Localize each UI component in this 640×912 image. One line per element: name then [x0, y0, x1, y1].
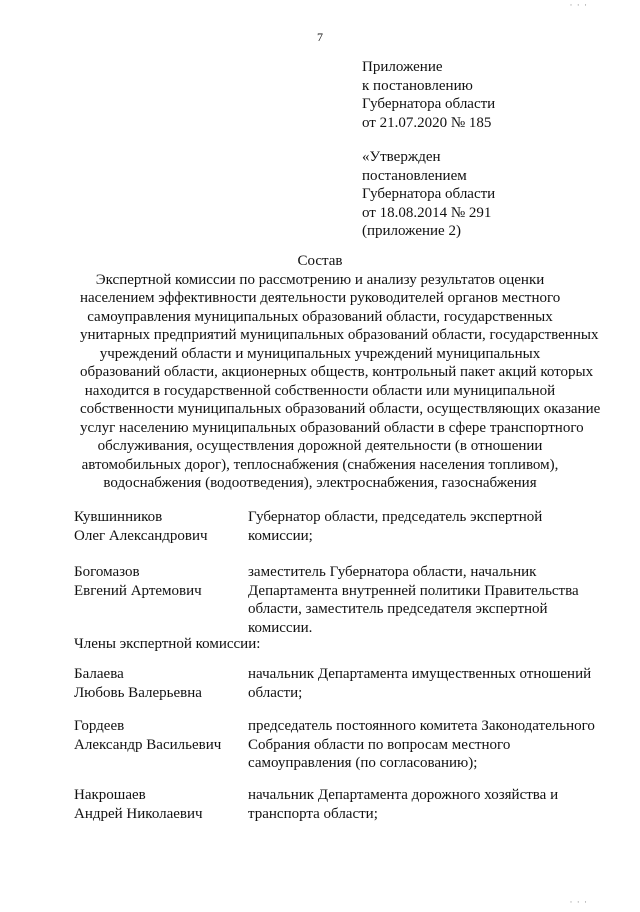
subtitle-line: автомобильных дорог), теплоснабжения (снабжения населения топливом), [81, 456, 559, 473]
member-surname: Гордеев [74, 718, 125, 734]
member-given-names: Любовь Валерьевна [74, 684, 202, 701]
subtitle-line: Экспертной комиссии по рассмотрению и анализу результатов оценки [95, 271, 545, 288]
approval-line: Губернатора области [362, 186, 496, 202]
member-role-line: Департамента внутренней политики Правительства [248, 582, 579, 599]
subtitle-line: услуг населению муниципальных образований области в сфере транспортного [80, 419, 584, 436]
member-role-line: начальник Департамента дорожного хозяйства и [248, 787, 559, 803]
approval-line: «Утвержден [362, 149, 441, 165]
member-name [74, 665, 244, 702]
member-name [74, 717, 244, 754]
member-role [248, 665, 614, 702]
member-role-line: области; [248, 684, 303, 701]
subtitle-line: находится в государственной собственности области или муниципальной [84, 382, 556, 399]
member-surname: Балаева [74, 666, 124, 682]
approval-reference [362, 148, 612, 241]
member-name [74, 508, 244, 545]
appendix-line: Приложение [362, 59, 443, 75]
corner-scan-mark-bottom: · · · [569, 897, 588, 907]
member-role [248, 563, 614, 637]
member-surname: Богомазов [74, 564, 140, 580]
subtitle-line: обслуживания, осуществления дорожной деятельности (в отношении [97, 438, 543, 454]
member-surname: Кувшинников [74, 509, 163, 525]
member-role-line: транспорта области; [248, 805, 378, 822]
member-given-names: Евгений Артемович [74, 582, 202, 599]
subtitle-line: самоуправления муниципальных образований области, государственных [87, 308, 553, 325]
member-role [248, 717, 614, 773]
subtitle-line: образований области, акционерных обществ, контрольный пакет акций которых [80, 364, 594, 380]
members-section-label: Члены экспертной комиссии: [74, 636, 261, 652]
member-role-line: комиссии; [248, 527, 313, 544]
document-title: Состав [297, 253, 343, 269]
appendix-line: к постановлению [362, 77, 473, 94]
member-name [74, 786, 244, 823]
document-heading [80, 252, 601, 493]
member-role-line: Собрания области по вопросам местного [248, 736, 511, 753]
member-name [74, 563, 244, 600]
member-role-line: области, заместитель председателя экспертной [248, 601, 548, 617]
member-role-line: заместитель Губернатора области, начальник [248, 564, 537, 580]
approval-line: от 18.08.2014 № 291 [362, 204, 492, 221]
member-given-names: Олег Александрович [74, 527, 208, 544]
member-surname: Накрошаев [74, 787, 146, 803]
subtitle-line: учреждений области и муниципальных учреждений муниципальных [99, 345, 541, 362]
document-subtitle [80, 271, 601, 493]
appendix-line: от 21.07.2020 № 185 [362, 114, 492, 131]
member-role-line: Губернатор области, председатель экспертной [248, 509, 543, 525]
appendix-reference [362, 58, 612, 132]
member-given-names: Андрей Николаевич [74, 805, 203, 822]
member-given-names: Александр Васильевич [74, 736, 222, 753]
corner-scan-mark-top: · · · [569, 0, 588, 10]
subtitle-line: водоснабжения (водоотведения), электроснабжения, газоснабжения [103, 475, 537, 491]
subtitle-line: унитарных предприятий муниципальных образований области, государственных [80, 327, 599, 343]
member-role-line: председатель постоянного комитета Законодательного [248, 718, 595, 734]
member-role [248, 508, 614, 545]
member-role-line: комиссии. [248, 619, 313, 636]
approval-line: постановлением [362, 167, 467, 184]
approval-line: (приложение 2) [362, 223, 461, 239]
subtitle-line: собственности муниципальных образований области, осуществляющих оказание [80, 401, 601, 417]
member-role-line: самоуправления (по согласованию); [248, 755, 478, 771]
appendix-line: Губернатора области [362, 96, 496, 112]
subtitle-line: населением эффективности деятельности руководителей органов местного [80, 290, 561, 306]
member-role-line: начальник Департамента имущественных отношений [248, 666, 592, 682]
page-number: 7 [317, 30, 323, 44]
member-role [248, 786, 614, 823]
